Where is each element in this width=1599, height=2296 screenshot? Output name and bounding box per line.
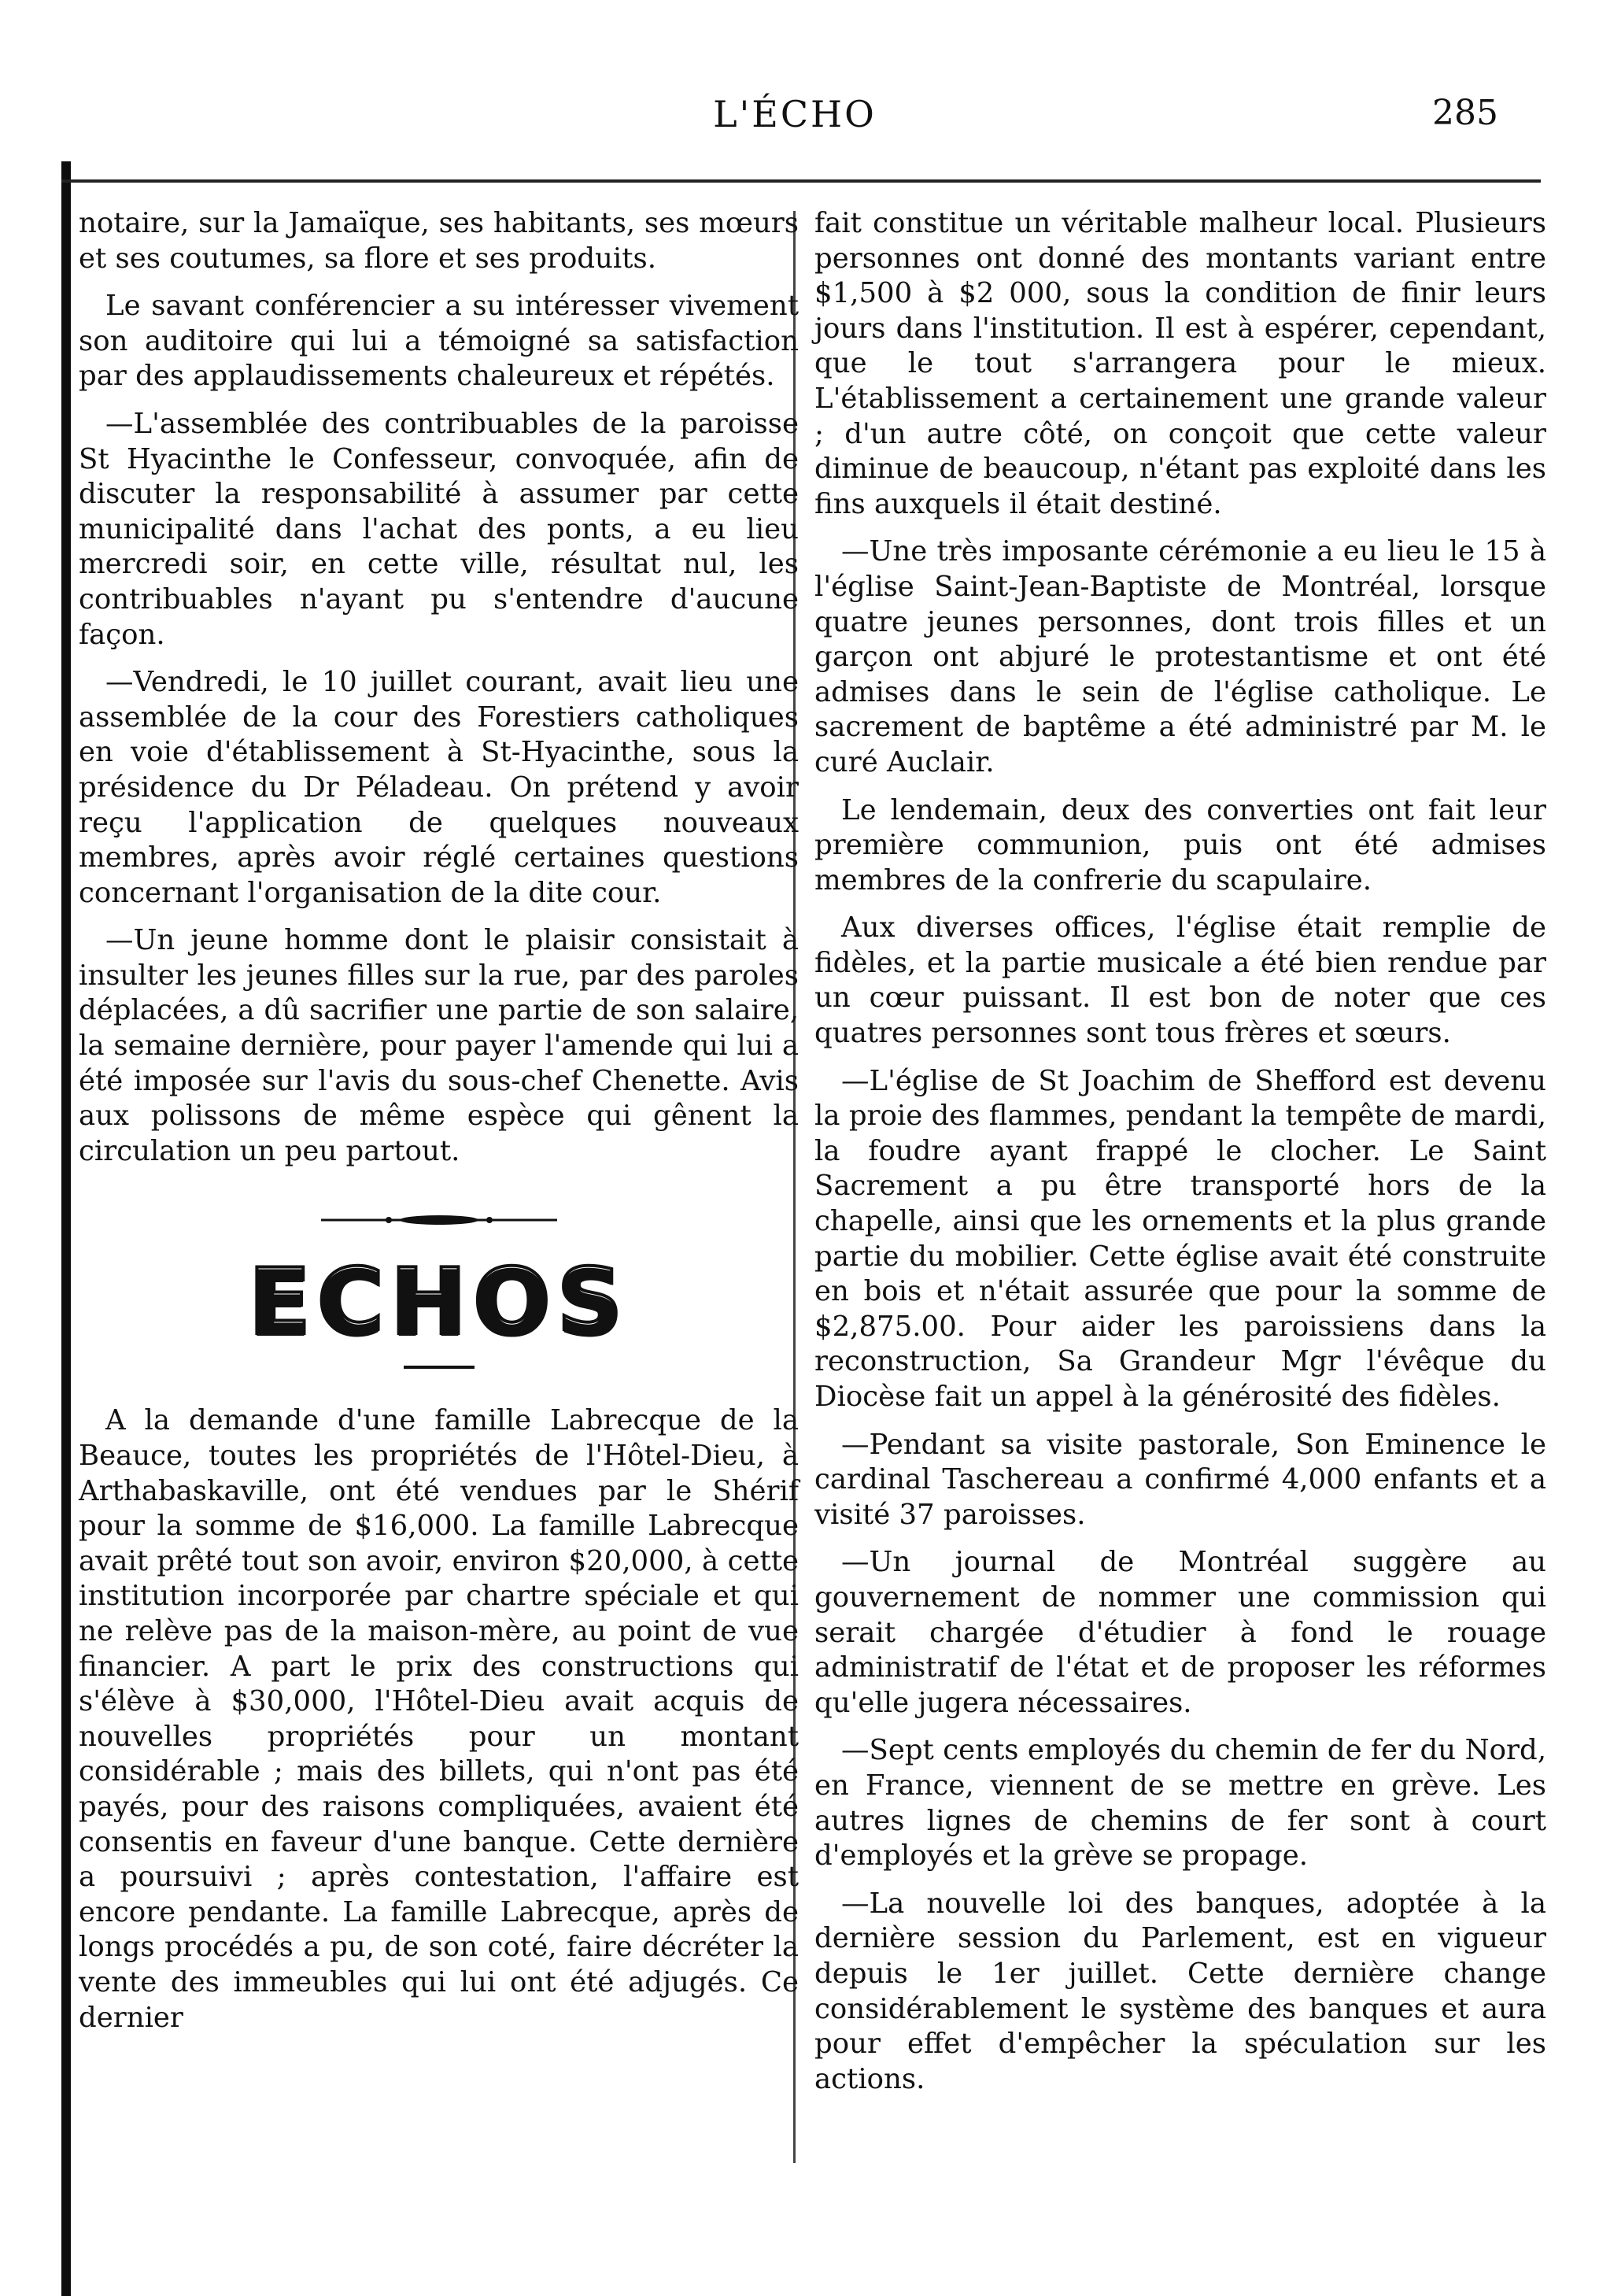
paragraph: —Vendredi, le 10 juillet courant, avait lieu une assemblée de la cour des Forestiers catholiques en voie d'établissement à St-Hyacinthe, sous la présidence du Dr Péladeau. On prétend y avoir reçu l'application de quelques nouveaux membres, après avoir réglé certaines questions concernant l'organisation de la dite cour.	[79, 666, 799, 909]
paragraph: —La nouvelle loi des banques, adoptée à la dernière session du Parlement, est en vigueur depuis le 1er juillet. Cette dernière change considérablement le système des banques et aura pour effet d'empêcher la spéculation sur les actions.	[814, 1887, 1546, 2095]
paragraph: —Une très imposante cérémonie a eu lieu le 15 à l'église Saint-Jean-Baptiste de Montréal, lorsque quatre jeunes personnes, dont trois filles et un garçon ont abjuré le protestantisme et ont été admises dans le sein de l'église catholique. Le sacrement de baptême a été administré par M. le curé Auclair.	[814, 535, 1546, 778]
section-title: ECHOS	[248, 1249, 630, 1356]
paragraph: —Sept cents employés du chemin de fer du Nord, en France, viennent de se mettre en grève. Les autres lignes de chemins de fer sont à court d'employés et la grève se propage.	[814, 1734, 1546, 1873]
running-title: L'ÉCHO	[713, 93, 877, 135]
paragraph: Aux diverses offices, l'église était remplie de fidèles, et la partie musicale a été bien rendue par un cœur puissant. Il est bon de noter que ces quatres personnes sont tous frères et sœurs.	[814, 911, 1546, 1050]
paragraph: —Un jeune homme dont le plaisir consistait à insulter les jeunes filles sur la rue, par des paroles déplacées, a dû sacrifier une partie de son salaire, la semaine dernière, pour payer l'amende qui lui a été imposée sur l'avis du sous-chef Chenette. Avis aux polissons de même espèce qui gênent la circulation un peu partout.	[79, 924, 799, 1167]
paragraph: —Un journal de Montréal suggère au gouvernement de nommer une commission qui serait chargée d'étudier à fond le rouage administratif de l'état et de proposer les réformes qu'elle jugera nécessaires.	[814, 1546, 1546, 1719]
page-header	[0, 93, 1599, 156]
paragraph: —Pendant sa visite pastorale, Son Eminence le cardinal Taschereau a confirmé 4,000 enfants et a visité 37 paroisses.	[814, 1428, 1546, 1531]
binding-edge	[61, 161, 71, 2296]
paragraph: —L'église de St Joachim de Shefford est devenu la proie des flammes, pendant la tempête de mardi, la foudre ayant frappé le clocher. Le Saint Sacrement a pu être transporté hors de la chapelle, ainsi que les ornements et la plus grande partie du mobilier. Cette église avait été construite en bois et n'était assurée que pour la somme de $2,875.00. Pour aider les paroissiens dans la reconstruction, Sa Grandeur Mgr l'évêque du Diocèse fait un appel à la générosité des fidèles.	[814, 1064, 1546, 1413]
header-rule	[61, 179, 1541, 183]
paragraph: notaire, sur la Jamaïque, ses habitants, ses mœurs et ses coutumes, sa flore et ses produits.	[79, 207, 799, 275]
paragraph: —L'assemblée des contribuables de la paroisse St Hyacinthe le Confesseur, convoquée, afin de discuter la responsabilité à assumer par cette municipalité dans l'achat des ponts, a eu lieu mercredi soir, en cette ville, résultat nul, les contribuables n'ayant pu s'entendre d'aucune façon.	[79, 407, 799, 651]
section-rule	[404, 1366, 475, 1369]
paragraph: A la demande d'une famille Labrecque de la Beauce, toutes les propriétés de l'Hôtel-Dieu, à Arthabaskaville, ont été vendues par le Shérif pour la somme de $16,000. La famille Labrecque avait prêté tout son avoir, environ $20,000, à cette institution incorporée par chartre spéciale et qui ne relève pas de la maison-mère, au point de vue financier. A part le prix des constructions qui s'élève à $30,000, l'Hôtel-Dieu avait acquis de nouvelles propriétés pour un montant considérable ; mais des billets, qui n'ont pas été payés, pour des raisons compliquées, avaient été consentis en faveur d'une banque. Cette dernière a poursuivi ; après contestation, l'affaire est encore pendante. La famille Labrecque, après de longs procédés a pu, de son coté, faire décréter la vente des immeubles qui lui ont été adjugés. Ce dernier	[79, 1404, 799, 2034]
ornament-divider	[321, 1215, 557, 1226]
paragraph: Le lendemain, deux des converties ont fait leur première communion, puis ont été admises membres de la confrerie du scapulaire.	[814, 793, 1546, 897]
right-column	[814, 206, 1546, 2109]
page-number: 285	[1432, 93, 1498, 133]
paragraph: fait constitue un véritable malheur local. Plusieurs personnes ont donné des montants variant entre $1,500 à $2 000, sous la condition de finir leurs jours dans l'institution. Il est à espérer, cependant, que le tout s'arrangera pour le mieux. L'établissement a certainement une grande valeur ; d'un autre côté, on conçoit que cette valeur diminue de beaucoup, n'étant pas exploité dans les fins auxquels il était destiné.	[814, 207, 1546, 520]
paragraph: Le savant conférencier a su intéresser vivement son auditoire qui lui a témoigné sa satisfaction par des applaudissements chaleureux et répétés.	[79, 290, 799, 393]
left-column	[79, 206, 799, 2048]
